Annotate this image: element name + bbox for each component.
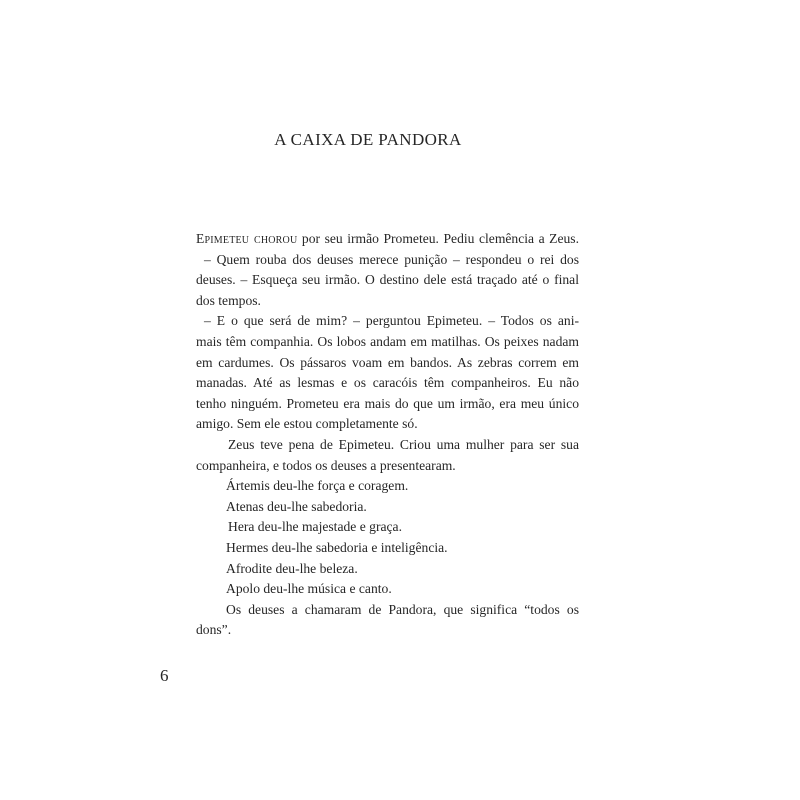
text-line: dos tempos. bbox=[196, 292, 261, 308]
text-line: mais têm companhia. Os lobos andam em matilhas. Os peixes nadam bbox=[196, 333, 579, 349]
text-line: Apolo deu-lhe música e canto. bbox=[226, 581, 392, 597]
page-number: 6 bbox=[160, 666, 169, 685]
lead-rest: por seu irmão Prometeu. Pediu clemência a Zeus. bbox=[297, 231, 579, 246]
text-line: Hermes deu-lhe sabedoria e inteligência. bbox=[226, 539, 448, 555]
chapter-body bbox=[196, 229, 579, 641]
text-line: Zeus teve pena de Epimeteu. Criou uma mulher para ser sua bbox=[228, 436, 579, 452]
text-line: Atenas deu-lhe sabedoria. bbox=[226, 498, 367, 514]
text-line: Ártemis deu-lhe força e coragem. bbox=[226, 478, 409, 494]
text-line: deuses. – Esqueça seu irmão. O destino dele está traçado até o final bbox=[196, 272, 579, 288]
text-line: Afrodite deu-lhe beleza. bbox=[226, 560, 358, 576]
text-line: Os deuses a chamaram de Pandora, que significa “todos os bbox=[226, 601, 579, 617]
text-line: – Quem rouba dos deuses merece punição – respondeu o rei dos bbox=[204, 251, 579, 267]
text-line: Hera deu-lhe majestade e graça. bbox=[228, 519, 402, 535]
text-line: tenho ninguém. Prometeu era mais do que um irmão, era meu único bbox=[196, 395, 579, 411]
chapter-title: A CAIXA DE PANDORA bbox=[274, 130, 462, 149]
text-line bbox=[196, 229, 579, 250]
text-line: amigo. Sem ele estou completamente só. bbox=[196, 416, 418, 432]
text-line: em cardumes. Os pássaros voam em bandos. As zebras correm em bbox=[196, 354, 579, 370]
text-line: – E o que será de mim? – perguntou Epimeteu. – Todos os ani- bbox=[204, 313, 579, 329]
text-line: companheira, e todos os deuses a presentearam. bbox=[196, 457, 456, 473]
lead-small-caps: Epimeteu chorou bbox=[196, 231, 298, 246]
text-line: dons”. bbox=[196, 622, 232, 638]
text-line: manadas. Até as lesmas e os caracóis têm companheiros. Eu não bbox=[196, 375, 579, 391]
